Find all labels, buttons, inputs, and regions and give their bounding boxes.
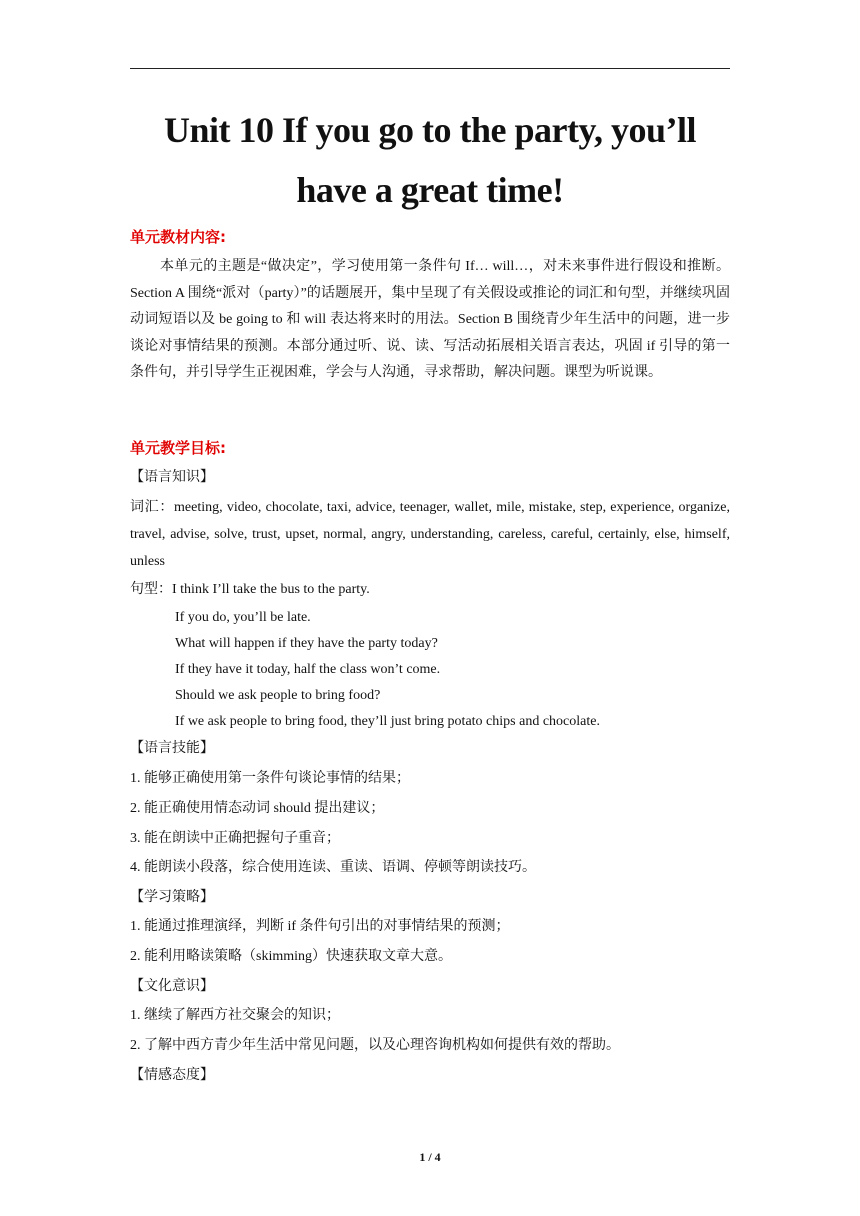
pattern-item: If we ask people to bring food, they’ll just bring potato chips and chocolate. (175, 714, 600, 729)
content-paragraph: 本单元的主题是“做决定”，学习使用第一条件句 If… will…，对未来事件进行假设和推断。Section A 围绕“派对（party）”的话题展开，集中呈现了有关假设或推论的词汇和句型，并继续巩固动词短语以及 be going to 和 will 表达将来时的用法。Section B 围绕青少年生活中的问题，进一步谈论对事情结果的预测。本部分通过听、说、读、写活动拓展相关语言表达，巩固 if 引导的第一条件句，并引导学生正视困难，学会与人沟通，寻求帮助，解决问题。课型为听说课。 (130, 259, 730, 381)
pattern-item: What will happen if they have the party today? (175, 636, 438, 651)
subheading-language-skills: 【语言技能】 (130, 741, 214, 756)
skill-item: 1. 能够正确使用第一条件句谈论事情的结果； (130, 771, 410, 786)
header-rule (130, 68, 730, 69)
page-number: 1 / 4 (419, 1150, 441, 1164)
vocab-label: 词汇： (130, 500, 175, 515)
subheading-emotional-attitude: 【情感态度】 (130, 1068, 214, 1083)
pattern-label: 句型： (130, 582, 172, 597)
strategy-item: 2. 能利用略读策略（skimming）快速获取文章大意。 (130, 949, 453, 964)
pattern-item: Should we ask people to bring food? (175, 688, 381, 703)
pattern-item: I think I’ll take the bus to the party. (172, 582, 370, 597)
culture-item: 2. 了解中西方青少年生活中常见问题，以及心理咨询机构如何提供有效的帮助。 (130, 1038, 620, 1053)
sentence-pattern-row (130, 580, 370, 600)
skill-item: 2. 能正确使用情态动词 should 提出建议； (130, 801, 385, 816)
subheading-cultural-awareness: 【文化意识】 (130, 979, 214, 994)
section-heading-goals: 单元教学目标: (130, 439, 226, 457)
skill-item: 4. 能朗读小段落，综合使用连读、重读、语调、停顿等朗读技巧。 (130, 860, 536, 875)
vocabulary-block (130, 494, 730, 575)
pattern-item: If they have it today, half the class won’t come. (175, 662, 441, 677)
subheading-language-knowledge: 【语言知识】 (130, 470, 214, 485)
culture-item: 1. 继续了解西方社交聚会的知识； (130, 1008, 340, 1023)
subheading-learning-strategy: 【学习策略】 (130, 890, 214, 905)
section-heading-content: 单元教材内容: (130, 228, 226, 246)
pattern-item: If you do, you’ll be late. (175, 610, 311, 625)
vocab-list: meeting, video, chocolate, taxi, advice, teenager, wallet, mile, mistake, step, experience, organize, travel, advise, solve, trust, upset, normal, angry, understanding, careless, careful, certainly, else, himself, unless (130, 500, 730, 569)
title-line-1: Unit 10 If you go to the party, you’ll (163, 110, 697, 150)
skill-item: 3. 能在朗读中正确把握句子重音； (130, 831, 340, 846)
page-title (130, 100, 730, 220)
title-line-2: have a great time! (296, 170, 564, 210)
strategy-item: 1. 能通过推理演绎，判断 if 条件句引出的对事情结果的预测； (130, 919, 510, 934)
